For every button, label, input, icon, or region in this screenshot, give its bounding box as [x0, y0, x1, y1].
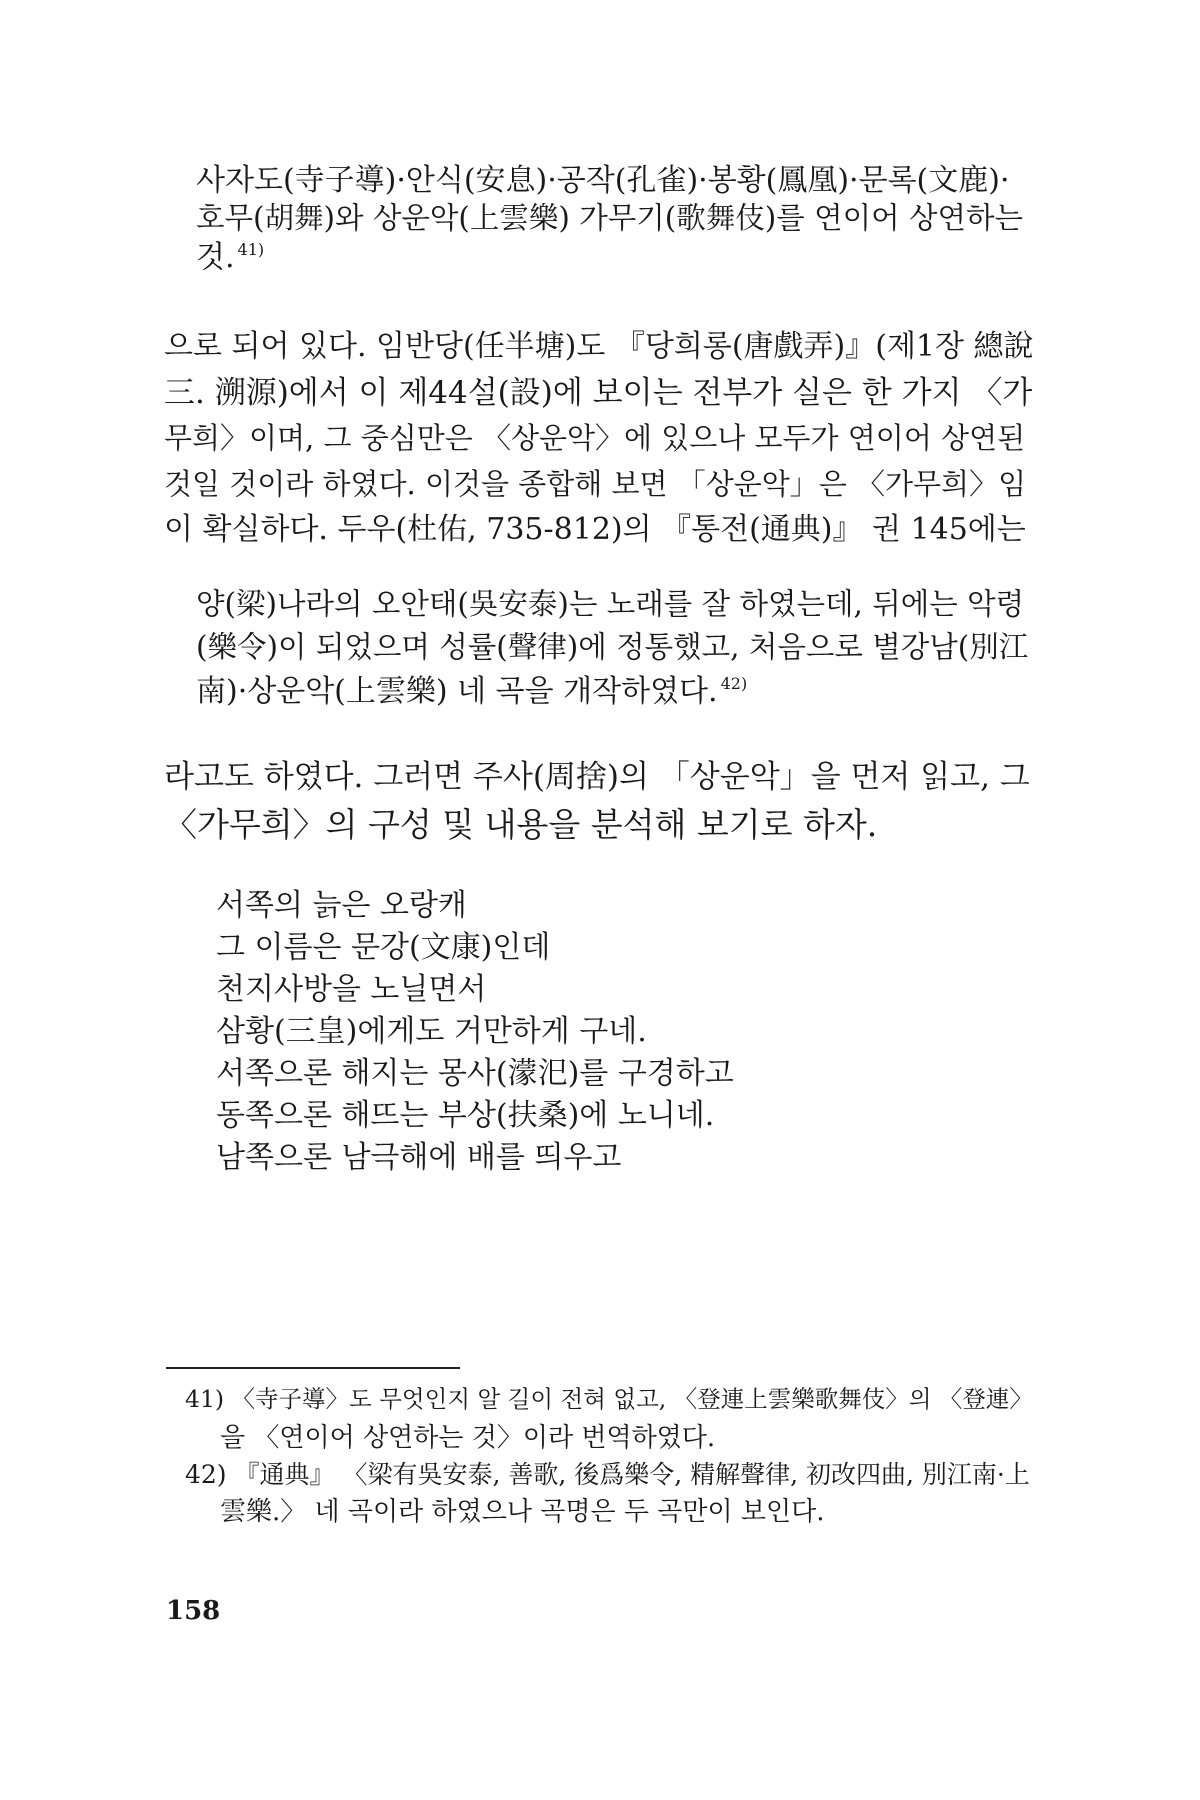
poem-line-1: 서쪽의 늙은 오랑캐 — [216, 888, 467, 923]
paragraph-1-line-4: 것일 것이라 하였다. 이것을 종합해 보면 「상운악」은 〈가무희〉임 — [164, 467, 1027, 501]
quote-2-line-1: 양(梁)나라의 오안태(吳安泰)는 노래를 잘 하였는데, 뒤에는 악령 — [196, 587, 1025, 621]
footnote-ref-42: 42) — [720, 674, 748, 693]
paragraph-1-line-1: 으로 되어 있다. 임반당(任半塘)도 『당희롱(唐戲弄)』(제1장 總說 — [164, 329, 1034, 364]
footnote-41-line-1: 41) 〈寺子導〉도 무엇인지 알 길이 전혀 없고, 〈登連上雲樂歌舞伎〉의 〈登連〉 — [185, 1385, 1033, 1413]
page-number: 158 — [166, 1596, 221, 1626]
poem-line-5: 서쪽으론 해지는 몽사(濛汜)를 구경하고 — [216, 1056, 734, 1091]
footnote-42-line-1: 42) 『通典』 〈梁有吳安泰, 善歌, 後爲樂令, 精解聲律, 初改四曲, 別江南·上 — [185, 1460, 1030, 1489]
footnote-ref-41: 41) — [237, 240, 265, 259]
footnote-42-line-2: 雲樂.〉 네 곡이라 하였으나 곡명은 두 곡만이 보인다. — [220, 1497, 825, 1527]
poem-line-7: 남쪽으론 남극해에 배를 띄우고 — [216, 1140, 622, 1175]
paragraph-1-line-3: 무희〉이며, 그 중심만은 〈상운악〉에 있으나 모두가 연이어 상연된 — [164, 421, 1026, 455]
quote-1-line-3 — [196, 242, 264, 273]
quote-2-line-3-text: 南)·상운악(上雲樂) 네 곡을 개작하였다. — [196, 674, 718, 709]
quote-2-line-3 — [196, 676, 747, 707]
paragraph-2-line-1: 라고도 하였다. 그러면 주사(周捨)의 「상운악」을 먼저 읽고, 그 — [164, 759, 1030, 795]
poem-line-6: 동쪽으론 해뜨는 부상(扶桑)에 노니네. — [216, 1098, 715, 1133]
poem-line-2: 그 이름은 문강(文康)인데 — [216, 930, 551, 965]
poem-line-3: 천지사방을 노닐면서 — [216, 972, 487, 1007]
footnote-41-line-2: 을 〈연이어 상연하는 것〉이라 번역하였다. — [220, 1423, 716, 1453]
poem-line-4: 삼황(三皇)에게도 거만하게 구네. — [216, 1014, 647, 1049]
paragraph-1-line-2: 三. 溯源)에서 이 제44설(設)에 보이는 전부가 실은 한 가지 〈가 — [164, 375, 1033, 411]
paragraph-1-line-5: 이 확실하다. 두우(杜佑, 735-812)의 『통전(通典)』 권 145에는 — [164, 512, 1026, 547]
quote-1-line-2: 호무(胡舞)와 상운악(上雲樂) 가무기(歌舞伎)를 연이어 상연하는 — [196, 201, 1024, 235]
quote-2-line-2: (樂令)이 되었으며 성률(聲律)에 정통했고, 처음으로 별강남(別江 — [196, 630, 1029, 664]
footnote-separator — [166, 1367, 460, 1369]
quote-1-line-1: 사자도(寺子導)·안식(安息)·공작(孔雀)·봉황(鳳凰)·문록(文鹿)· — [196, 163, 1010, 198]
paragraph-2-line-2: 〈가무희〉의 구성 및 내용을 분석해 보기로 하자. — [164, 805, 878, 844]
quote-1-line-3-text: 것. — [196, 240, 235, 275]
